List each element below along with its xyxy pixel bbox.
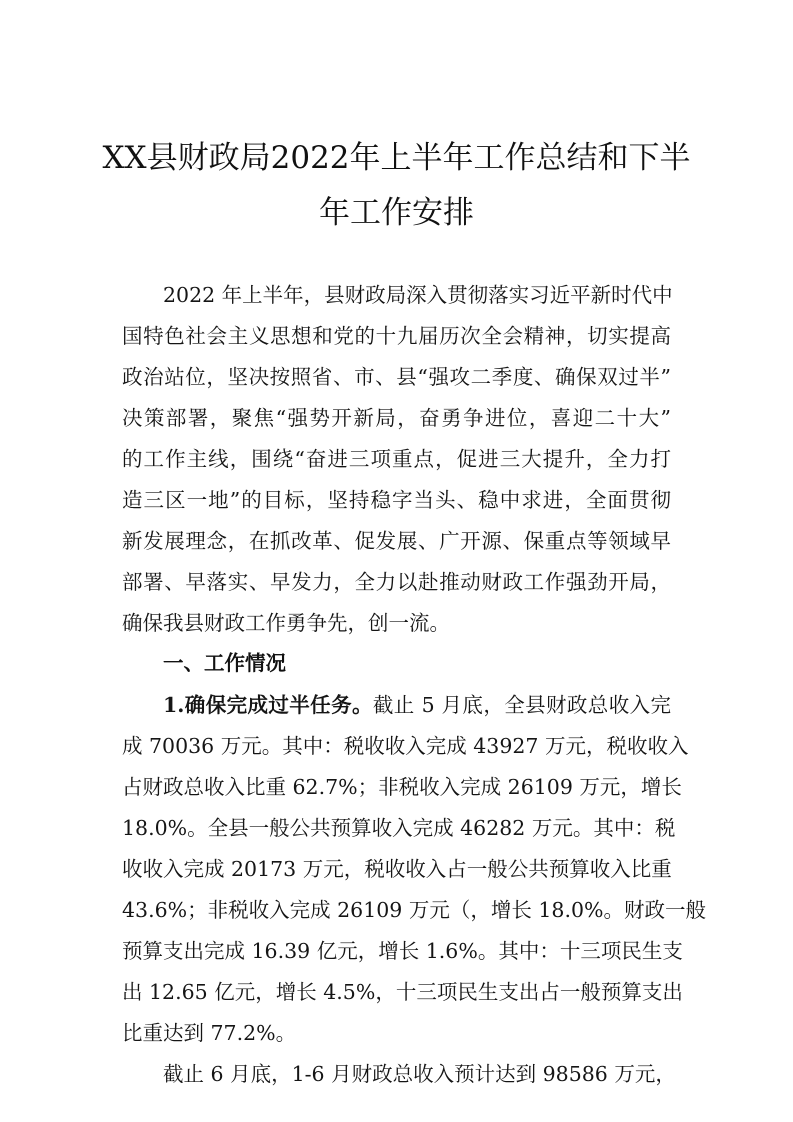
- paragraph-line: 的工作主线，围绕“奋进三项重点，促进三大提升，全力打: [122, 447, 671, 471]
- paragraph-line: 新发展理念，在抓改革、促发展、广开源、保重点等领域早: [122, 529, 671, 553]
- paragraph-line: 18.0%。全县一般公共预算收入完成 46282 万元。其中：税: [122, 816, 676, 840]
- paragraph-line: 决策部署，聚焦“强势开新局，奋勇争进位，喜迎二十大”: [122, 406, 671, 430]
- paragraph-line: 比重达到 77.2%。: [122, 1021, 297, 1045]
- paragraph-line: 预算支出完成 16.39 亿元，增长 1.6%。其中：十三项民生支: [122, 939, 683, 963]
- paragraph-line: 确保我县财政工作勇争先，创一流。: [122, 611, 450, 635]
- paragraph-line: 占财政总收入比重 62.7%；非税收入完成 26109 万元，增长: [122, 775, 682, 799]
- item-lead: 1.确保完成过半任务。: [163, 693, 373, 717]
- document-title-line-2: 年工作安排: [319, 195, 474, 231]
- paragraph-line: 政治站位，坚决按照省、市、县“强攻二季度、确保双过半”: [122, 365, 671, 389]
- paragraph-line: 43.6%；非税收入完成 26109 万元（，增长 18.0%。财政一般: [122, 898, 707, 922]
- paragraph-line: 部署、早落实、早发力，全力以赴推动财政工作强劲开局，: [122, 570, 671, 594]
- paragraph-line: 国特色社会主义思想和党的十九届历次全会精神，切实提高: [122, 324, 671, 348]
- document-title-line-1: XX县财政局2022年上半年工作总结和下半: [102, 140, 691, 176]
- item-first-line-text: 截止 5 月底，全县财政总收入完: [372, 693, 672, 717]
- paragraph-line: 出 12.65 亿元，增长 4.5%，十三项民生支出占一般预算支出: [122, 980, 683, 1004]
- item-first-line: [163, 690, 671, 720]
- paragraph-line: 造三区一地”的目标，坚持稳字当头、稳中求进，全面贯彻: [122, 488, 671, 512]
- paragraph-line: 截止 6 月底，1-6 月财政总收入预计达到 98586 万元，: [163, 1062, 676, 1086]
- section-heading: 一、工作情况: [163, 651, 286, 675]
- paragraph-line: 收收入完成 20173 万元，税收收入占一般公共预算收入比重: [122, 857, 672, 881]
- paragraph-line: 成 70036 万元。其中：税收收入完成 43927 万元，税收收入: [122, 734, 689, 758]
- paragraph-line: 2022 年上半年，县财政局深入贯彻落实习近平新时代中: [163, 283, 673, 307]
